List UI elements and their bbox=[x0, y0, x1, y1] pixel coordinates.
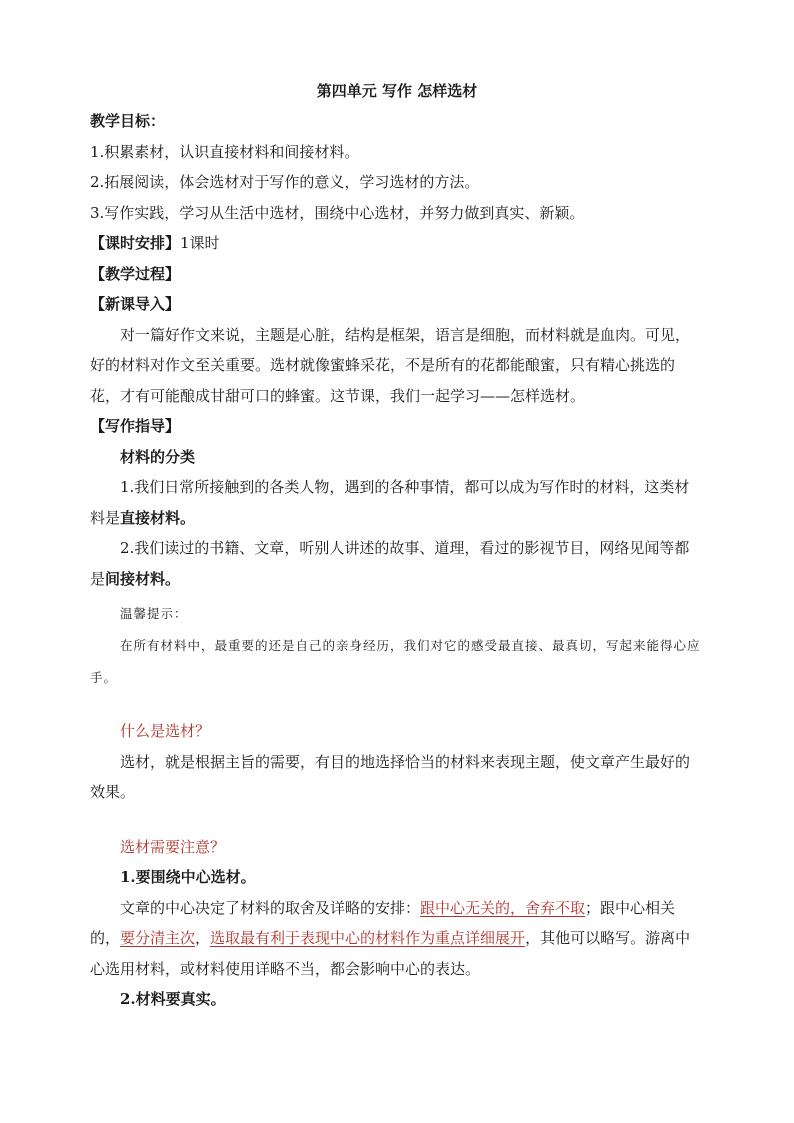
document-page bbox=[90, 76, 704, 1015]
what-heading: 什么是选材？ bbox=[120, 722, 211, 740]
point1-text-b: ；跟中心相关的， bbox=[90, 898, 676, 947]
goal-item-1: 1.积累素材，认识直接材料和间接材料。 bbox=[90, 142, 360, 161]
schedule-value: 1课时 bbox=[180, 234, 220, 252]
point2-heading: 2.材料要真实。 bbox=[120, 990, 226, 1008]
point1-underline-1: 跟中心无关的，舍弃不取 bbox=[420, 898, 586, 917]
point1-text-d: ，其他可以略写。游离中心选用材料，或材料使用详略不当，都会影响中心的表达。 bbox=[90, 929, 691, 978]
attention-heading: 选材需要注意？ bbox=[120, 837, 226, 856]
tip-label: 温馨提示： bbox=[120, 606, 188, 621]
intro-paragraph: 对一篇好作文来说，主题是心脏，结构是框架，语言是细胞，而材料就是血肉。可见，好的材料对作文至关重要。选材就像蜜蜂采花，不是所有的花都能酿蜜，只有精心挑选的花，才有可能酿成甘甜可口的蜂蜜。这节课，我们一起学习——怎样选材。 bbox=[90, 325, 691, 405]
spacer bbox=[90, 694, 704, 716]
indirect-material-text: 2.我们读过的书籍、文章，听别人讲述的故事、道理，看过的影视节目，网络见闻等都是 bbox=[90, 539, 690, 588]
direct-material-term: 直接材料。 bbox=[120, 508, 196, 527]
point1-underline-3: 选取最有利于表现中心的材料作为重点详细展开 bbox=[210, 929, 526, 947]
point1-paragraph bbox=[90, 893, 704, 985]
goal-item-3: 3.写作实践，学习从生活中选材，围绕中心选材，并努力做到真实、新颖。 bbox=[90, 203, 585, 222]
indirect-material-term: 间接材料。 bbox=[105, 569, 181, 588]
direct-material-paragraph bbox=[90, 472, 704, 533]
goal-item-2: 2.拓展阅读，体会选材对于写作的意义，学习选材的方法。 bbox=[90, 173, 480, 191]
intro-heading: 【新课导入】 bbox=[90, 295, 181, 313]
spacer bbox=[90, 808, 704, 832]
what-paragraph: 选材，就是根据主旨的需要，有目的地选择恰当的材料来表现主题，使文章产生最好的效果。 bbox=[90, 752, 691, 801]
direct-material-text: 1.我们日常所接触到的各类人物，遇到的各种事情，都可以成为写作时的材料，这类材料是 bbox=[90, 478, 690, 527]
goals-heading: 教学目标： bbox=[90, 112, 166, 130]
tip-paragraph bbox=[90, 630, 704, 694]
point1-text-c: ， bbox=[195, 929, 211, 947]
process-heading: 【教学过程】 bbox=[90, 264, 181, 283]
point1-heading: 1.要围绕中心选材。 bbox=[120, 868, 256, 886]
point1-text-a: 文章的中心决定了材料的取舍及详略的安排： bbox=[120, 898, 421, 917]
tip-text: 在所有材料中，最重要的还是自己的亲身经历，我们对它的感受最直接、最真切，写起来能得心应手。 bbox=[90, 638, 701, 685]
schedule-label: 【课时安排】 bbox=[90, 234, 181, 252]
category-heading: 材料的分类 bbox=[120, 447, 196, 466]
indirect-material-paragraph bbox=[90, 533, 704, 594]
point1-underline-2: 要分清主次 bbox=[120, 929, 196, 947]
page-title: 第四单元 写作 怎样选材 bbox=[316, 82, 478, 100]
schedule-line bbox=[90, 228, 704, 259]
guide-heading: 【写作指导】 bbox=[90, 417, 181, 435]
